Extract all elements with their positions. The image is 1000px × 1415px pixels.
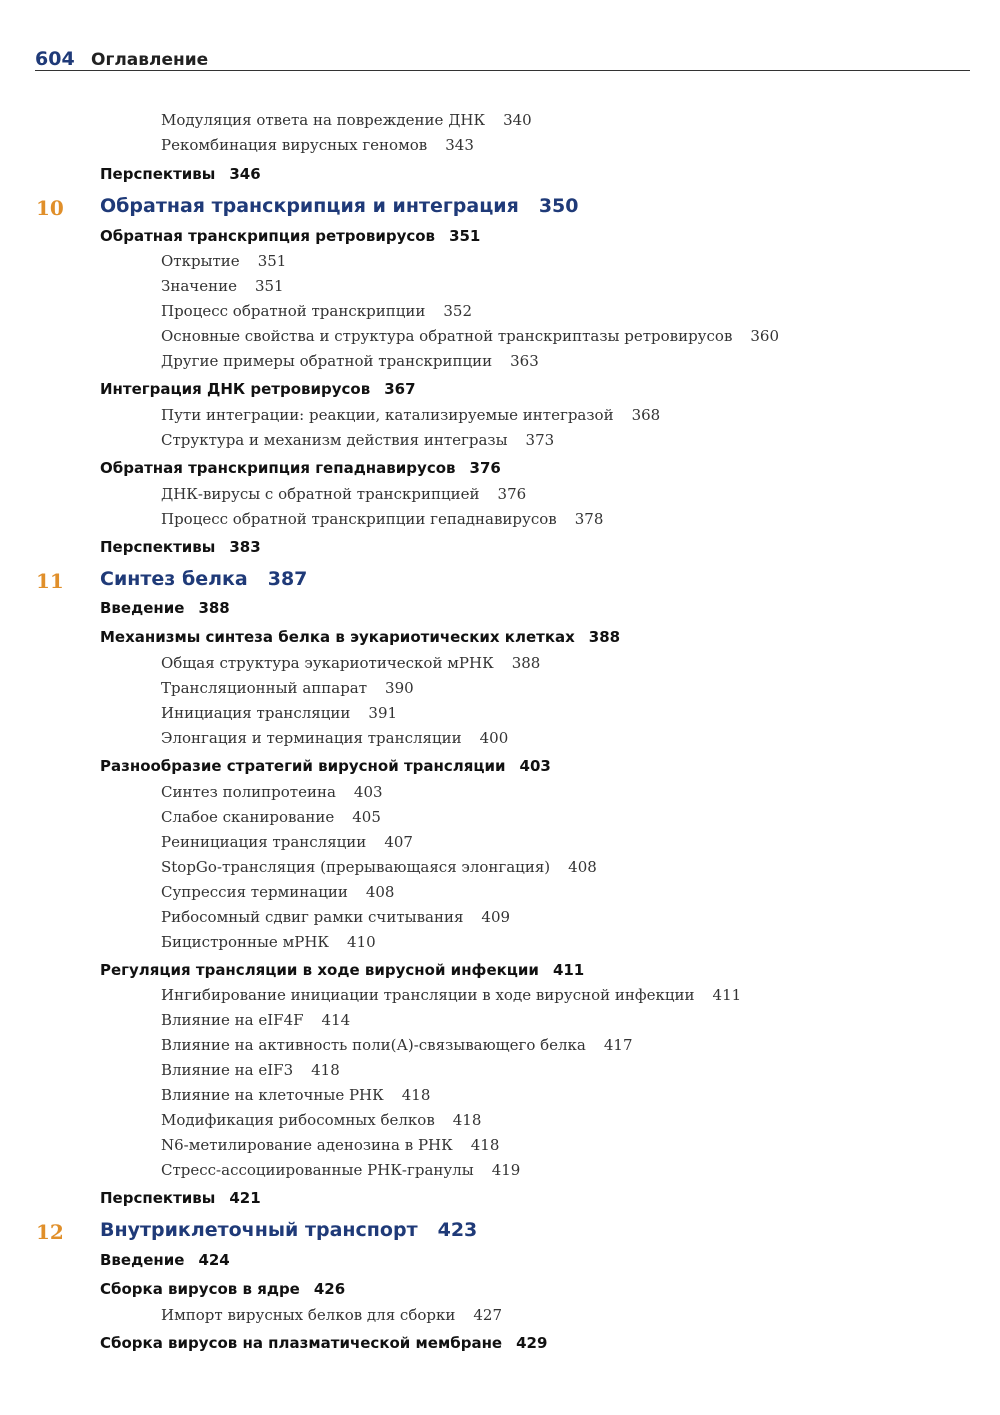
entry-title: Интеграция ДНК ретровирусов [100,380,371,398]
chapter-page-number: 387 [267,568,308,590]
entry-title: Рибосомный сдвиг рамки считывания [161,908,464,926]
entry-page-number: 405 [352,808,381,826]
entry-title: Пути интеграции: реакции, катализируемые интегразой [161,406,614,424]
entry-page-number: 419 [491,1161,521,1179]
entry-page-number: 391 [368,704,398,722]
entry-page-number: 368 [631,406,661,424]
subsection-entry [161,485,526,503]
entry-page-number: 418 [311,1061,340,1079]
page-number: 604 [35,48,75,70]
subsection-entry [161,1061,340,1079]
entry-page-number: 363 [510,352,539,370]
entry-title: Трансляционный аппарат [161,679,368,697]
entry-page-number: 340 [503,111,532,129]
entry-page-number: 383 [229,538,261,556]
entry-page-number: 388 [198,599,230,617]
chapter-title-text: Синтез белка [100,568,248,590]
entry-page-number: 351 [449,227,481,245]
entry-title: Значение [161,277,237,295]
entry-page-number: 403 [353,783,383,801]
entry-page-number: 424 [198,1251,230,1269]
subsection-entry [161,908,510,926]
section-entry [100,459,501,477]
entry-page-number: 410 [347,933,376,951]
entry-page-number: 343 [445,136,474,154]
subsection-entry [161,1306,502,1324]
entry-title: Перспективы [100,538,216,556]
subsection-entry [161,136,474,154]
entry-title: Структура и механизм действия интегразы [161,431,508,449]
entry-page-number: 367 [384,380,416,398]
entry-page-number: 417 [603,1036,633,1054]
entry-title: Влияние на eIF4F [161,1011,304,1029]
entry-title: Сборка вирусов на плазматической мембране [100,1334,503,1352]
subsection-entry [161,352,539,370]
chapter-page-number: 423 [437,1219,478,1241]
subsection-entry [161,729,508,747]
entry-page-number: 418 [401,1086,431,1104]
entry-title: Процесс обратной транскрипции [161,302,426,320]
subsection-entry [161,1111,481,1129]
subsection-entry [161,858,597,876]
section-entry [100,599,230,617]
section-entry [100,1251,230,1269]
page-title: Оглавление [91,50,209,70]
entry-title: Элонгация и терминация трансляции [161,729,462,747]
section-entry [100,380,416,398]
entry-title: N6-метилирование аденозина в РНК [161,1136,453,1154]
entry-title: Основные свойства и структура обратной транскриптазы ретровирусов [161,327,733,345]
subsection-entry [161,986,741,1004]
chapter-page-number: 350 [538,195,579,217]
subsection-entry [161,1161,520,1179]
entry-page-number: 378 [574,510,604,528]
page-header [35,48,970,71]
entry-title: Введение [100,1251,185,1269]
entry-page-number: 388 [588,628,621,646]
entry-page-number: 409 [481,908,511,926]
entry-title: Влияние на eIF3 [161,1061,294,1079]
entry-title: Введение [100,599,185,617]
entry-title: Рекомбинация вирусных геномов [161,136,428,154]
section-entry [100,227,480,245]
subsection-entry [161,833,413,851]
subsection-entry [161,654,540,672]
entry-page-number: 411 [552,961,585,979]
entry-title: Открытие [161,252,240,270]
entry-title: Модификация рибосомных белков [161,1111,435,1129]
section-entry [100,1189,261,1207]
entry-title: Реинициация трансляции [161,833,367,851]
subsection-entry [161,302,472,320]
entry-page-number: 414 [321,1011,351,1029]
subsection-entry [161,327,779,345]
entry-title: Сборка вирусов в ядре [100,1280,300,1298]
entry-title: Перспективы [100,1189,216,1207]
entry-title: Бицистронные мРНК [161,933,330,951]
entry-page-number: 411 [712,986,742,1004]
entry-page-number: 390 [385,679,414,697]
entry-page-number: 352 [443,302,473,320]
entry-title: Перспективы [100,165,216,183]
subsection-entry [161,1086,430,1104]
entry-page-number: 388 [511,654,541,672]
entry-title: StopGo-трансляция (прерывающаяся элонгация) [161,858,551,876]
entry-title: Механизмы синтеза белка в эукариотических клетках [100,628,575,646]
subsection-entry [161,704,397,722]
subsection-entry [161,252,286,270]
entry-title: Общая структура эукариотической мРНК [161,654,494,672]
entry-title: Импорт вирусных белков для сборки [161,1306,456,1324]
subsection-entry [161,510,603,528]
chapter-number: 10 [36,196,64,220]
entry-page-number: 429 [516,1334,548,1352]
entry-title: Ингибирование инициации трансляции в ходе вирусной инфекции [161,986,695,1004]
entry-page-number: 360 [750,327,780,345]
entry-title: Слабое сканирование [161,808,335,826]
entry-page-number: 418 [452,1111,482,1129]
section-entry [100,961,584,979]
entry-page-number: 408 [365,883,395,901]
entry-title: Обратная транскрипция ретровирусов [100,227,436,245]
section-entry [100,1280,345,1298]
entry-title: Влияние на активность поли(А)-связывающего белка [161,1036,586,1054]
chapter-number: 11 [36,569,64,593]
subsection-entry [161,1136,499,1154]
entry-page-number: 427 [473,1306,503,1324]
section-entry [100,757,551,775]
subsection-entry [161,1036,633,1054]
chapter-title-text: Внутриклеточный транспорт [100,1219,418,1241]
subsection-entry [161,783,383,801]
chapter-number: 12 [36,1220,64,1244]
entry-title: Супрессия терминации [161,883,348,901]
subsection-entry [161,1011,350,1029]
entry-page-number: 351 [257,252,287,270]
entry-page-number: 408 [568,858,597,876]
chapter-title [100,195,578,217]
section-entry [100,628,620,646]
entry-page-number: 426 [313,1280,346,1298]
entry-title: Обратная транскрипция гепаднавирусов [100,459,456,477]
subsection-entry [161,111,532,129]
section-entry [100,1334,547,1352]
entry-title: Разнообразие стратегий вирусной трансляции [100,757,506,775]
subsection-entry [161,277,284,295]
subsection-entry [161,808,381,826]
subsection-entry [161,883,394,901]
entry-title: Синтез полипротеина [161,783,336,801]
subsection-entry [161,431,554,449]
entry-title: Модуляция ответа на повреждение ДНК [161,111,486,129]
entry-page-number: 421 [229,1189,261,1207]
entry-title: ДНК-вирусы с обратной транскрипцией [161,485,480,503]
entry-page-number: 403 [519,757,551,775]
entry-page-number: 407 [384,833,413,851]
entry-title: Инициация трансляции [161,704,351,722]
subsection-entry [161,406,660,424]
chapter-title [100,568,307,590]
entry-page-number: 418 [470,1136,500,1154]
entry-page-number: 376 [469,459,501,477]
subsection-entry [161,933,376,951]
entry-page-number: 376 [497,485,527,503]
entry-title: Процесс обратной транскрипции гепаднавирусов [161,510,557,528]
chapter-title [100,1219,477,1241]
subsection-entry [161,679,414,697]
entry-title: Стресс-ассоциированные РНК-гранулы [161,1161,474,1179]
entry-page-number: 351 [254,277,284,295]
entry-page-number: 373 [525,431,555,449]
entry-page-number: 346 [229,165,261,183]
section-entry [100,165,261,183]
entry-title: Влияние на клеточные РНК [161,1086,384,1104]
entry-page-number: 400 [479,729,509,747]
entry-title: Другие примеры обратной транскрипции [161,352,493,370]
section-entry [100,538,261,556]
entry-title: Регуляция трансляции в ходе вирусной инфекции [100,961,539,979]
chapter-title-text: Обратная транскрипция и интеграция [100,195,519,217]
